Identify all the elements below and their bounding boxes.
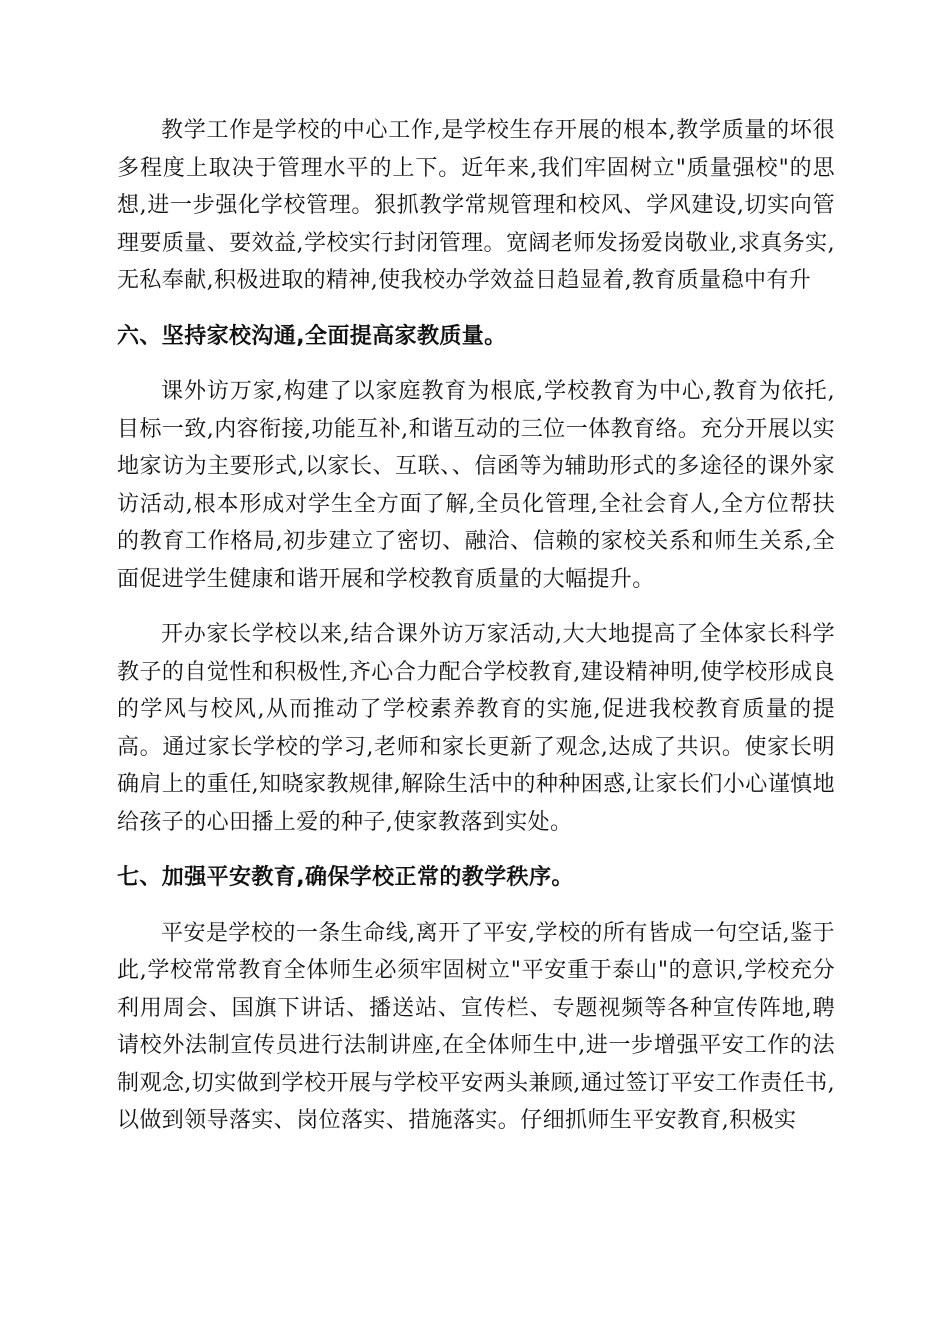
document-body xyxy=(117,112,835,1140)
section-heading-safety: 七、加强平安教育,确保学校正常的教学秩序。 xyxy=(117,865,574,890)
section-heading-home-school: 六、坚持家校沟通,全面提高家教质量。 xyxy=(117,323,507,349)
paragraph-safety-education: 平安是学校的一条生命线,离开了平安,学校的所有皆成一句空话,鉴于此,学校常常教育全体师生必须牢固树立"平安重于泰山"的意识,学校充分利用周会、国旗下讲话、播送站、宣传栏、专题视频等各种宣传阵地,聘请校外法制宣传员进行法制讲座,在全体师生中,进一步增强平安工作的法制观念,切实做到学校开展与学校平安两头兼顾,通过签订平安工作责任书,以做到领导落实、岗位落实、措施落实。仔细抓师生平安教育,积极实 xyxy=(117,920,835,1133)
paragraph-teaching-quality: 教学工作是学校的中心工作,是学校生存开展的根本,教学质量的坏很多程度上取决于管理水平的上下。近年来,我们牢固树立"质量强校"的思想,进一步强化学校管理。狠抓教学常规管理和校风、学风建设,切实向管理要质量、要效益,学校实行封闭管理。宽阔老师发扬爱岗敬业,求真务实,无私奉献,积极进取的精神,使我校办学效益日趋显着,教育质量稳中有升 xyxy=(117,118,835,293)
paragraph-parent-school: 开办家长学校以来,结合课外访万家活动,大大地提高了全体家长科学教子的自觉性和积极性,齐心合力配合学校教育,建设精神明,使学校形成良的学风与校风,从而推动了学校素养教育的实施,促进我校教育质量的提高。通过家长学校的学习,老师和家长更新了观念,达成了共识。使家长明确肩上的重任,知晓家教规律,解除生活中的种种困惑,让家长们小心谨慎地给孩子的心田播上爱的种子,使家教落到实处。 xyxy=(117,622,835,835)
paragraph-home-visits: 课外访万家,构建了以家庭教育为根底,学校教育为中心,教育为依托,目标一致,内容衔接,功能互补,和谐互动的三位一体教育络。充分开展以实地家访为主要形式,以家长、互联、、信函等为辅助形式的多途径的课外家访活动,根本形成对学生全方面了解,全员化管理,全社会育人,全方位帮扶的教育工作格局,初步建立了密切、融洽、信赖的家校关系和师生关系,全面促进学生健康和谐开展和学校教育质量的大幅提升。 xyxy=(117,379,835,592)
